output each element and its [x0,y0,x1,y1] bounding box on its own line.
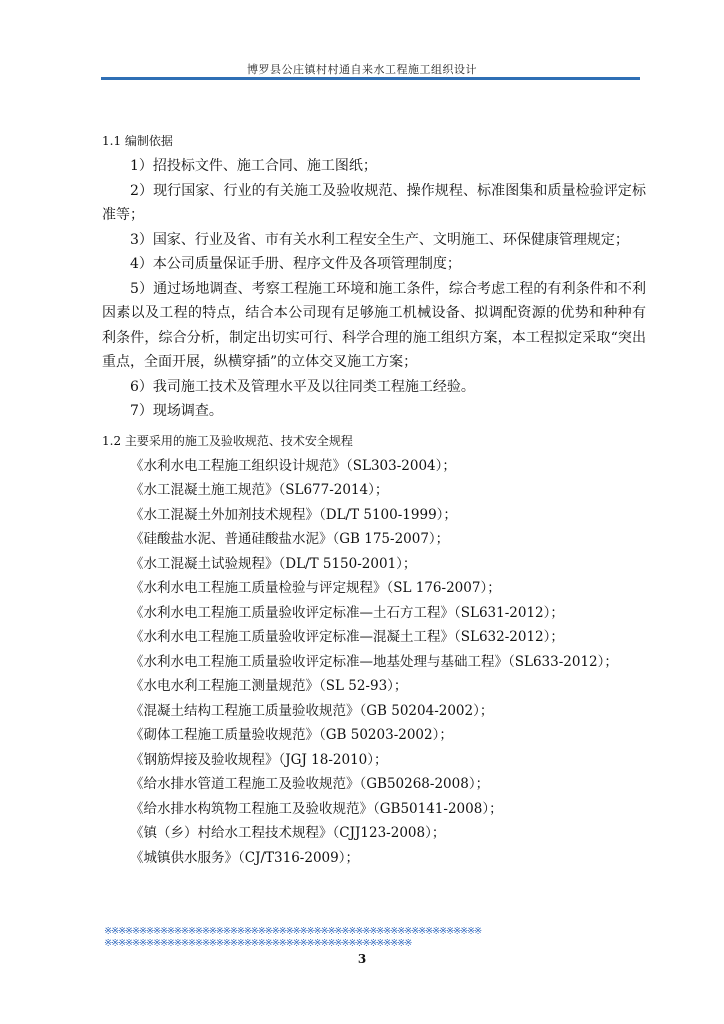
footer-star-border-bottom: ※※※※※※※※※※※※※※※※※※※※※※※※※※※※※※※※※※※※※※※※※※※※ [104,938,412,949]
header-rule [101,77,640,80]
section-heading-1-2: 1.2 主要采用的施工及验收规范、技术安全规程 [102,433,353,448]
header-title: 博罗县公庄镇村村通自来水工程施工组织设计 [247,63,477,76]
standard-item: 《水工混凝土施工规范》（SL677-2014）； [130,482,389,498]
standard-item: 《水利水电工程施工组织设计规范》（SL303-2004）； [130,457,456,474]
standard-item: 《镇（乡）村给水工程技术规程》（CJJ123-2008）； [130,825,446,841]
standard-item: 《水利水电工程施工质量检验与评定规程》（SL 176-2007）； [130,580,501,596]
basis-item-5: 5）通过场地调查、考察工程施工环境和施工条件，综合考虑工程的有利条件和不利因素以及工程的特点，结合本公司现有足够施工机械设备、拟调配资源的优势和种种有利条件，综合分析，制定出切实可行、科学合理的施工组织方案，本工程拟定采取“突出重点，全面开展，纵横穿插”的立体交叉施工方案； [102,280,646,370]
standard-item: 《水利水电工程施工质量验收评定标准—土石方工程》（SL631-2012）； [130,604,564,621]
footer-star-border-top: ※※※※※※※※※※※※※※※※※※※※※※※※※※※※※※※※※※※※※※※※※※※※※※※※※※※※※※ [104,926,481,937]
standard-item: 《给水排水管道工程施工及验收规范》（GB50268-2008）； [130,776,490,792]
basis-item-7: 7）现场调查。 [130,403,223,419]
basis-item-3: 3）国家、行业及省、市有关水利工程安全生产、文明施工、环保健康管理规定； [130,231,629,248]
standard-item: 《钢筋焊接及验收规程》（JGJ 18-2010）； [130,751,388,768]
standard-item: 《给水排水构筑物工程施工及验收规范》（GB50141-2008）； [130,800,503,817]
standard-item: 《水利水电工程施工质量验收评定标准—混凝土工程》（SL632-2012）； [130,629,564,645]
page-number: 3 [357,952,367,966]
basis-item-4: 4）本公司质量保证手册、程序文件及各项管理制度； [130,256,461,272]
document-body [102,128,646,870]
standard-item: 《水工混凝土试验规程》（DL/T 5150-2001）； [130,555,417,572]
basis-item-2: 2）现行国家、行业的有关施工及验收规范、操作规程、标准图集和质量检验评定标准等； [102,182,646,223]
standard-item: 《混凝土结构工程施工质量验收规范》（GB 50204-2002）； [130,702,494,719]
standard-item: 《城镇供水服务》（CJ/T316-2009）； [130,849,359,866]
basis-item-6: 6）我司施工技术及管理水平及以往同类工程施工经验。 [130,378,475,395]
standard-item: 《水利水电工程施工质量验收评定标准—地基处理与基础工程》（SL633-2012）； [130,653,618,670]
standard-item: 《砌体工程施工质量验收规范》（GB 50203-2002）； [130,727,453,743]
standard-item: 《水工混凝土外加剂技术规程》（DL/T 5100-1999）； [130,506,457,523]
section-heading-1-1: 1.1 编制依据 [102,134,173,148]
standard-item: 《水电水利工程施工测量规范》（SL 52-93）； [130,678,408,694]
standard-item: 《硅酸盐水泥、普通硅酸盐水泥》（GB 175-2007）； [130,531,450,547]
basis-item-1: 1）招投标文件、施工合同、施工图纸； [130,158,377,174]
